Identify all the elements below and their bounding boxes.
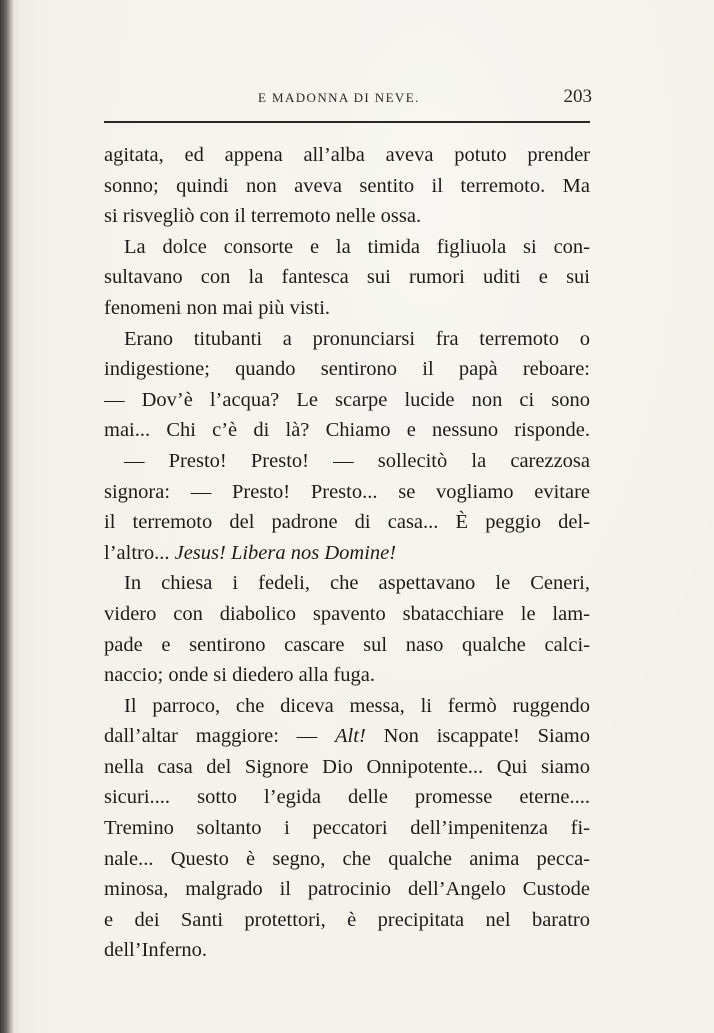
text-line: La dolce consorte e la timida figliuola si con-: [124, 235, 590, 258]
text-line: sonno; quindi non aveva sentito il terremoto. Ma: [104, 174, 590, 197]
text-line: sicuri.... sotto l’egida delle promesse eterne....: [104, 786, 590, 809]
text-line: — Presto! Presto! — sollecitò la carezzosa: [124, 449, 590, 472]
text-line: nale... Questo è segno, che qualche anima pecca-: [104, 847, 590, 870]
text-line: si risvegliò con il terremoto nelle ossa.: [104, 205, 422, 228]
text-line-mixed: [104, 538, 590, 569]
text-line: sultavano con la fantesca sui rumori uditi e sui: [104, 266, 590, 289]
text-line: signora: — Presto! Presto... se vogliamo evitare: [104, 480, 590, 503]
page-binding-edge: [0, 0, 14, 1033]
page-number: 203: [563, 86, 592, 107]
running-head: E MADONNA DI NEVE.: [258, 90, 420, 105]
text-line: videro con diabolico spavento sbatacchiare le lam-: [104, 602, 590, 625]
text-line: pade e sentirono cascare sul naso qualche calci-: [104, 633, 590, 656]
text-line: e dei Santi protettori, è precipitata nel baratro: [104, 908, 590, 931]
text-line: fenomeni non mai più visti.: [104, 296, 331, 319]
text-line: nella casa del Signore Dio Onnipotente... Qui siamo: [104, 755, 590, 778]
italic-interjection: Alt!: [335, 725, 366, 748]
text-line: — Dov’è l’acqua? Le scarpe lucide non ci sono: [104, 388, 590, 411]
text-line: Tremino soltanto i peccatori dell’impenitenza fi-: [104, 817, 590, 840]
header-rule: [104, 121, 590, 123]
body-text: [104, 140, 590, 966]
text-segment: l’altro...: [104, 541, 170, 564]
text-line: naccio; onde si diedero alla fuga.: [104, 664, 375, 687]
text-line: agitata, ed appena all’alba aveva potuto prender: [104, 144, 590, 166]
page-header: [104, 86, 594, 112]
text-line: minosa, malgrado il patrocinio dell’Angelo Custode: [104, 878, 590, 901]
text-line: mai... Chi c’è di là? Chiamo e nessuno risponde.: [104, 419, 590, 442]
text-line: Erano titubanti a pronunciarsi fra terremoto o: [124, 327, 590, 350]
text-line: il terremoto del padrone di casa... È peggio del-: [104, 511, 590, 534]
text-line: indigestione; quando sentirono il papà reboare:: [104, 358, 590, 381]
text-line: dell’Inferno.: [104, 939, 208, 962]
text-segment: dall’altar maggiore: —: [104, 725, 318, 748]
text-line: In chiesa i fedeli, che aspettavano le Ceneri,: [124, 572, 590, 595]
text-segment: Non iscappate! Siamo: [383, 725, 590, 748]
text-line-mixed: [104, 721, 590, 752]
text-line: Il parroco, che diceva messa, li fermò ruggendo: [124, 694, 590, 717]
italic-exclamation: Jesus! Libera nos Domine!: [174, 541, 397, 564]
